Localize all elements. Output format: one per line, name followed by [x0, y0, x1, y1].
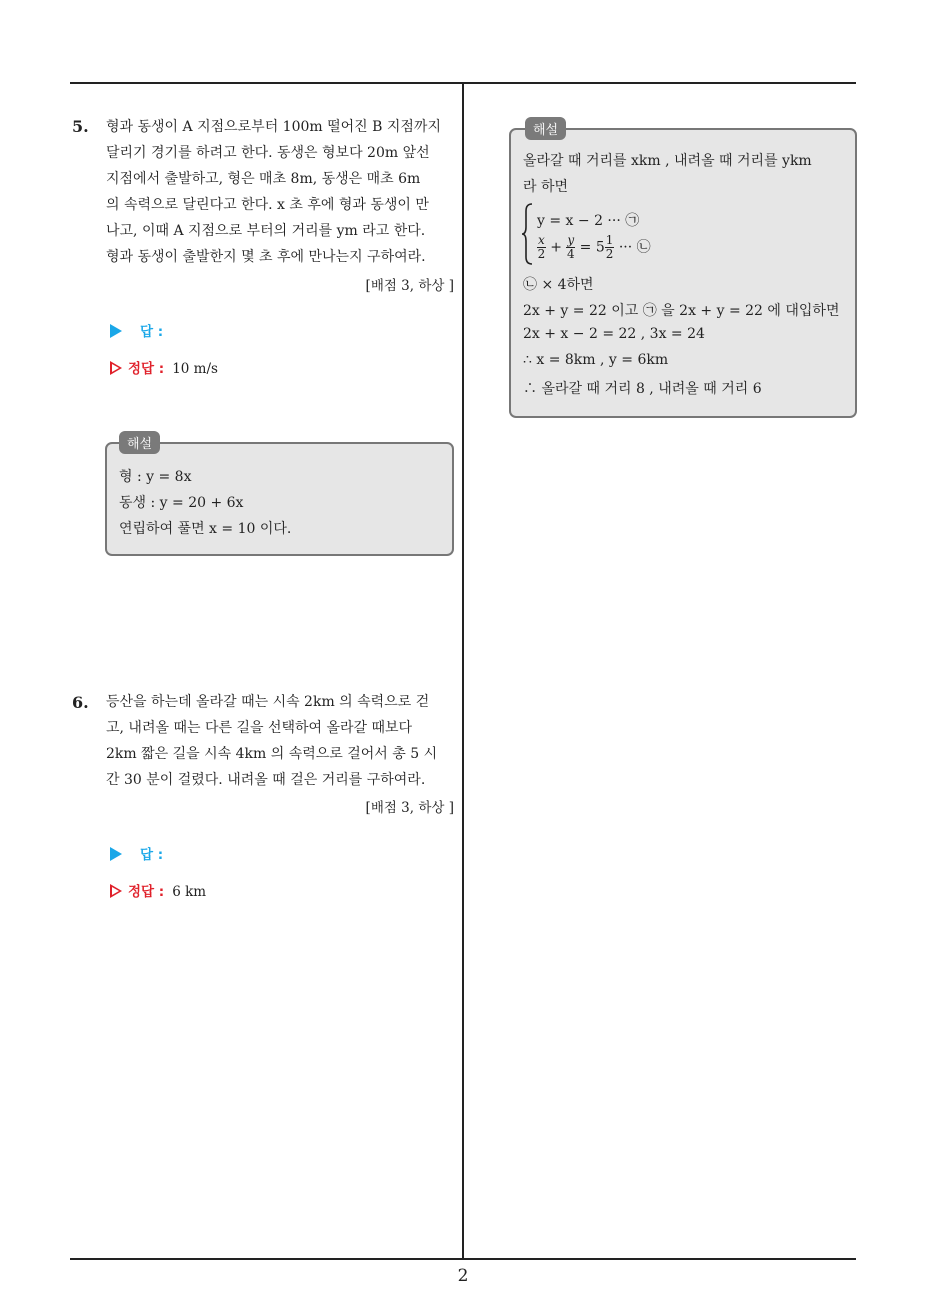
system-brace [521, 202, 535, 266]
problem-5-line: 형과 동생이 A 지점으로부터 100m 떨어진 B 지점까지 [106, 119, 441, 135]
equation-1: y = x − 2 ··· ㉠ [537, 213, 640, 229]
problem-5-correct-row [110, 357, 218, 377]
play-icon [110, 324, 122, 338]
problem-6-line: 2km 짧은 길을 시속 4km 의 속력으로 걸어서 총 5 시 [106, 746, 438, 762]
correct-value: 6 km [172, 884, 207, 900]
problem-6-line: 고, 내려올 때는 다른 길을 선택하여 올라갈 때보다 [106, 720, 413, 736]
problem-6-solution-box [509, 123, 857, 418]
problem-6-correct-row [110, 880, 206, 900]
problem-6-text [106, 689, 454, 793]
play-icon [110, 847, 122, 861]
solution-tag: 해설 [525, 117, 566, 140]
equation-2-tail: ··· ㉡ [618, 239, 651, 256]
solution-line: 연립하여 풀면 x = 10 이다. [119, 521, 292, 537]
problem-5-answer-row[interactable] [110, 320, 163, 340]
solution-line: ㉡ × 4하면 [523, 277, 594, 293]
solution-tag: 해설 [119, 431, 160, 454]
solution-line: ∴ 올라갈 때 거리 8 , 내려올 때 거리 6 [523, 381, 762, 397]
problem-5-solution-box [105, 437, 454, 556]
problem-6-meta: [배점 3, 하상 ] [365, 800, 454, 816]
frac-x-over-2: $\frac{x}{2}$ [537, 233, 546, 261]
bottom-rule [70, 1258, 856, 1260]
problem-5-number: 5. [72, 117, 89, 136]
solution-line: 라 하면 [523, 179, 569, 195]
solution-line: 2x + y = 22 이고 ㉠ 을 2x + y = 22 에 대입하면 [523, 303, 840, 319]
solution-line: 올라갈 때 거리를 xkm , 내려올 때 거리를 ykm [523, 153, 812, 169]
solution-line: ∴ x = 8km , y = 6km [523, 352, 669, 368]
outline-triangle-icon [110, 361, 122, 375]
problem-5-meta: [배점 3, 하상 ] [365, 278, 454, 294]
problem-5-line: 의 속력으로 달린다고 한다. x 초 후에 형과 동생이 만 [106, 197, 429, 213]
answer-label: 답 : [140, 847, 164, 863]
problem-5-line: 달리기 경기를 하려고 한다. 동생은 형보다 20m 앞선 [106, 145, 430, 161]
correct-label: 정답 : [128, 361, 165, 377]
solution-line: 동생 : y = 20 + 6x [119, 495, 244, 511]
problem-5-text [106, 114, 454, 270]
problem-5-line: 형과 동생이 출발한지 몇 초 후에 만나는지 구하여라. [106, 249, 426, 265]
correct-value: 10 m/s [172, 361, 218, 377]
page-number: 2 [457, 1266, 469, 1286]
equation-2: $\frac{x}{2}$ + $\frac{y}{4}$ = 5 $\frac{1}{2}$ ··· ㉡ [537, 233, 651, 261]
correct-label: 정답 : [128, 884, 165, 900]
column-divider [462, 82, 464, 1259]
problem-5-line: 지점에서 출발하고, 형은 매초 8m, 동생은 매초 6m [106, 171, 421, 187]
problem-6-number: 6. [72, 693, 89, 712]
problem-6-answer-row[interactable] [110, 843, 163, 863]
frac-y-over-4: $\frac{y}{4}$ [566, 233, 575, 261]
problem-5-line: 나고, 이때 A 지점으로 부터의 거리를 ym 라고 한다. [106, 223, 426, 239]
solution-line: 2x + x − 2 = 22 , 3x = 24 [523, 326, 705, 342]
problem-6-line: 간 30 분이 걸렸다. 내려올 때 걸은 거리를 구하여라. [106, 772, 426, 788]
frac-one-half: $\frac{1}{2}$ [605, 233, 614, 261]
answer-label: 답 : [140, 324, 164, 340]
outline-triangle-icon [110, 884, 122, 898]
solution-line: 형 : y = 8x [119, 469, 192, 485]
problem-6-line: 등산을 하는데 올라갈 때는 시속 2km 의 속력으로 걷 [106, 694, 430, 710]
